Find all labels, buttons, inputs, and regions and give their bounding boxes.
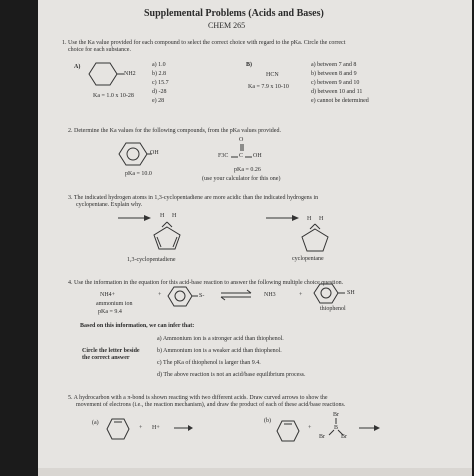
acid-oh: OH: [253, 153, 262, 159]
cyclohexyl-ring: [88, 62, 128, 88]
carbonyl-oxygen: O: [239, 137, 244, 143]
q1b-compound: HCN: [266, 72, 279, 78]
equilibrium-arrows: [221, 290, 253, 300]
q1a-choice-b[interactable]: b) 2.8: [152, 71, 166, 77]
name-ammonium-ion: ammonium ion: [96, 301, 133, 307]
q1a-nh2: NH2: [124, 71, 136, 77]
cyclohexene-ring: [106, 418, 130, 440]
q5b-label: (b): [264, 418, 271, 424]
q4-choice-c[interactable]: c) The pKa of thiophenol is larger than 9.4.: [157, 360, 261, 366]
bond-2: [245, 156, 253, 158]
bromine-right: Br: [341, 434, 347, 440]
carbonyl-double-bond: [240, 144, 244, 152]
boron-atom: B: [334, 425, 339, 431]
thiophenolate-s: S-: [199, 293, 205, 299]
page-bottom-edge: [38, 468, 472, 476]
q1a-choice-c[interactable]: c) 15.7: [152, 80, 169, 86]
ammonia-formula: NH3: [264, 292, 276, 298]
course-code: CHEM 265: [208, 21, 246, 30]
cyclopentadiene-ring: [151, 220, 185, 252]
q4-choice-a[interactable]: a) Ammonium ion is a stronger acid than thiophenol.: [157, 336, 284, 342]
q1b-choice-a[interactable]: a) between 7 and 8: [311, 62, 357, 68]
q1b-ka: Ka = 7.9 x 10-10: [248, 84, 289, 90]
thiophenolate-ring: [168, 286, 205, 308]
indicator-arrow-2: [266, 214, 300, 222]
page-title: Supplemental Problems (Acids and Bases): [144, 8, 324, 19]
q2-note: (use your calculator for this one): [202, 176, 281, 182]
q4-circle-instruction-2: the correct answer: [82, 355, 130, 361]
q5-prompt-line2: movement of electrons (i.e., the reaction mechanism), and draw the product of each of these acid/base reactions.: [76, 402, 346, 408]
q5b-reaction-arrow: [359, 425, 381, 431]
bromine-top: Br: [333, 412, 339, 418]
q1a-choice-e[interactable]: e) 28: [152, 98, 165, 104]
q1b-choice-d[interactable]: d) between 10 and 11: [311, 89, 363, 95]
q3-prompt-line1: 3. The indicated hydrogen atoms in 1,3-cyclopentadiene are more acidic than the indicated hydrogens in: [68, 195, 319, 201]
label-cyclopentadiene: 1,3-cyclopentadiene: [127, 257, 176, 263]
trifluoromethyl: F3C: [218, 153, 229, 159]
q2-pka1: pKa = 10.0: [125, 171, 152, 177]
q3-h2: H: [172, 213, 177, 219]
q4-based-on: Based on this information, we can infer that:: [80, 323, 195, 329]
thiophenol-sh: SH: [347, 290, 355, 296]
q4-plus-1: +: [158, 292, 162, 298]
q1b-label: B): [246, 62, 252, 68]
q1-prompt-line1: 1. Use the Ka value provided for each compound to select the correct choice with regard to the pKa. Circle the correct: [62, 40, 346, 46]
q2-prompt: 2. Determine the Ka values for the following compounds, from the pKa values provided.: [68, 128, 281, 134]
name-thiophenol: thiophenol: [320, 306, 346, 312]
worksheet-page: [38, 0, 472, 476]
carbon-atom: C: [239, 153, 244, 159]
thiophenol-ring: [314, 283, 350, 305]
q3-h1: H: [160, 213, 165, 219]
q1b-choice-e[interactable]: e) cannot be determined: [311, 98, 369, 104]
q3-h3: H: [307, 216, 312, 222]
q5a-label: (a): [92, 420, 99, 426]
bromine-left: Br: [319, 434, 325, 440]
q1a-label: A): [74, 64, 81, 70]
phenol-ring: [118, 142, 154, 168]
indicator-arrow-1: [118, 214, 152, 222]
cyclohexene-ring-b: [276, 420, 300, 442]
q5a-reaction-arrow: [174, 425, 194, 431]
q4-prompt: 4. Use the information in the equation for this acid-base reaction to answer the following multiple choice question.: [68, 280, 344, 286]
cyclopentane-ring: [299, 223, 331, 253]
q4-pka: pKa = 9.4: [98, 309, 122, 315]
q1a-choice-a[interactable]: a) 1.0: [152, 62, 166, 68]
label-cyclopentane: cyclopentane: [292, 256, 324, 262]
q4-choice-d[interactable]: d) The above reaction is not an acid/base equilibrium process.: [157, 372, 306, 378]
q1-prompt-line2: choice for each substance.: [68, 47, 131, 53]
b-br-bond-top: [335, 418, 337, 425]
q1a-choice-d[interactable]: d) -28: [152, 89, 167, 95]
q3-h4: H: [319, 216, 324, 222]
q2-pka2: pKa = 0.26: [234, 167, 261, 173]
q1b-choice-b[interactable]: b) between 8 and 9: [311, 71, 357, 77]
q3-prompt-line2: cyclopentane. Explain why.: [76, 202, 143, 208]
phenol-oh: OH: [150, 150, 159, 156]
q5b-plus: +: [308, 425, 312, 431]
q4-circle-instruction-1: Circle the letter beside: [82, 348, 140, 354]
q5a-plus: +: [139, 425, 143, 431]
ammonium-formula: NH4+: [100, 292, 116, 298]
q4-plus-2: +: [299, 292, 303, 298]
q5a-proton: H+: [152, 425, 160, 431]
bond-1: [231, 156, 239, 158]
q1b-choice-c[interactable]: c) between 9 and 10: [311, 80, 360, 86]
q5-prompt-line1: 5. A hydrocarbon with a π-bond is shown reacting with two different acids. Draw curved arrows to show the: [68, 395, 328, 401]
q1a-ka: Ka = 1.0 x 10-28: [93, 93, 134, 99]
q4-choice-b[interactable]: b) Ammonium ion is a weaker acid than thiophenol.: [157, 348, 282, 354]
